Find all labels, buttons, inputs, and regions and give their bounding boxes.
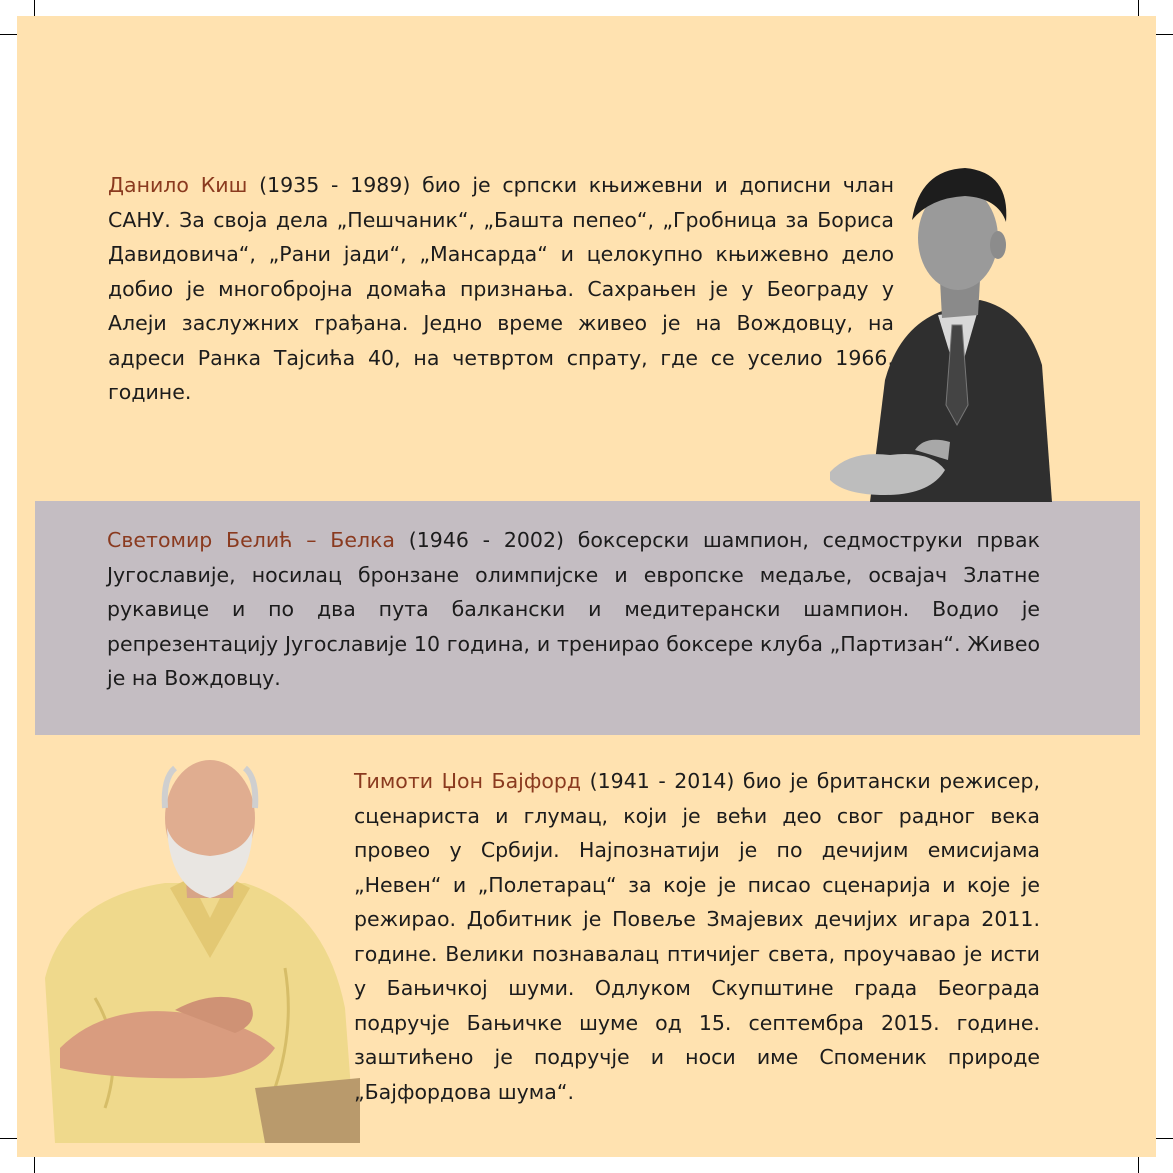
crop-mark xyxy=(34,0,35,17)
bio-svetomir-belic xyxy=(107,523,1040,696)
crop-mark xyxy=(0,34,17,35)
crop-mark xyxy=(1138,1156,1139,1173)
bio-timothy-byford xyxy=(354,764,1040,1109)
portrait-photo-danilo-kis xyxy=(830,150,1060,502)
crop-mark xyxy=(1156,1138,1173,1139)
bio-text: (1941 - 2014) био је британски режисер, сценариста и глумац, који је већи део свог радног века провео у Србији. Најпознатији је по дечијим емисијама „Невен“ и „Полетарац“ за које је писао сценарија и које је режирао. Добитник је Повеље Змајевих дечијих игара 2011. године. Велики познавалац птичијег света, проучавао је исти у Бањичкој шуми. Одлуком Скупштине града Београда подручје Бањичке шуме од 15. септембра 2015. године. заштићено је подручје и носи име Споменик природе „Бајфордова шума“. xyxy=(354,769,1040,1104)
bio-danilo-kis xyxy=(108,168,894,410)
crop-mark xyxy=(1138,0,1139,17)
crop-mark xyxy=(0,1138,17,1139)
portrait-photo-timothy-byford xyxy=(35,748,360,1143)
crop-mark xyxy=(1156,34,1173,35)
bio-text: (1946 - 2002) боксерски шампион, седмоструки првак Југославије, носилац бронзане олимпијске и европске медаље, освајач Златне рукавице и по два пута балкански и медитерански шампион. Водио је репрезентацију Југославије 10 година, и тренирао боксере клуба „Партизан“. Живео је на Вождовцу. xyxy=(107,528,1040,690)
person-name: Тимоти Џон Бајфорд xyxy=(354,769,582,793)
bio-text: (1935 - 1989) био је српски књижевни и дописни члан САНУ. За своја дела „Пешчаник“, „Башта пепео“, „Гробница за Бориса Давидовича“, „Рани јади“, „Мансарда“ и целокупно књижевно дело добио је многобројна домаћа признања. Сахрањен је у Београду у Алеји заслужних грађана. Једно време живео је на Вождовцу, на адреси Ранка Тајсића 40, на четвртом спрату, где се уселио 1966. године. xyxy=(108,173,894,404)
person-name: Светомир Белић – Белка xyxy=(107,528,395,552)
person-name: Данило Киш xyxy=(108,173,248,197)
crop-mark xyxy=(34,1156,35,1173)
